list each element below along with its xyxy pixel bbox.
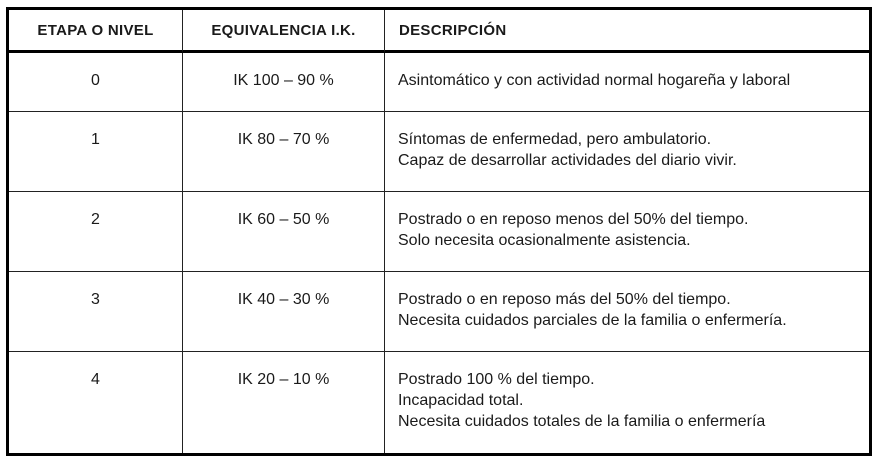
row-0-ik: IK 100 – 90 % — [183, 53, 385, 112]
table-grid — [9, 10, 869, 453]
row-2-stage: 2 — [9, 192, 183, 272]
row-4-description-line-2: Incapacidad total. — [398, 392, 524, 409]
row-0-description — [385, 53, 869, 112]
row-3-ik: IK 40 – 30 % — [183, 272, 385, 352]
row-1-description-line-1: Síntomas de enfermedad, pero ambulatorio. — [398, 131, 712, 148]
row-2-description-line-1: Postrado o en reposo menos del 50% del tiempo. — [398, 211, 749, 228]
row-1-description-line-2: Capaz de desarrollar actividades del diario vivir. — [398, 152, 737, 169]
row-2-description — [385, 192, 869, 272]
row-0-description-line-1: Asintomático y con actividad normal hogareña y laboral — [398, 72, 791, 89]
karnofsky-table — [6, 7, 872, 456]
row-3-description — [385, 272, 869, 352]
row-1-ik: IK 80 – 70 % — [183, 112, 385, 192]
header-description: DESCRIPCIÓN — [385, 10, 869, 53]
row-3-description-line-2: Necesita cuidados parciales de la familia o enfermería. — [398, 312, 787, 329]
row-1-stage: 1 — [9, 112, 183, 192]
row-4-stage: 4 — [9, 352, 183, 453]
row-2-description-line-2: Solo necesita ocasionalmente asistencia. — [398, 232, 691, 249]
row-1-description — [385, 112, 869, 192]
row-4-description-line-3: Necesita cuidados totales de la familia o enfermería — [398, 413, 766, 430]
row-0-stage: 0 — [9, 53, 183, 112]
row-3-description-line-1: Postrado o en reposo más del 50% del tiempo. — [398, 291, 731, 308]
row-2-ik: IK 60 – 50 % — [183, 192, 385, 272]
header-stage: ETAPA O NIVEL — [9, 10, 183, 53]
row-3-stage: 3 — [9, 272, 183, 352]
row-4-description — [385, 352, 869, 453]
row-4-description-line-1: Postrado 100 % del tiempo. — [398, 371, 595, 388]
header-equivalence: EQUIVALENCIA I.K. — [183, 10, 385, 53]
row-4-ik: IK 20 – 10 % — [183, 352, 385, 453]
